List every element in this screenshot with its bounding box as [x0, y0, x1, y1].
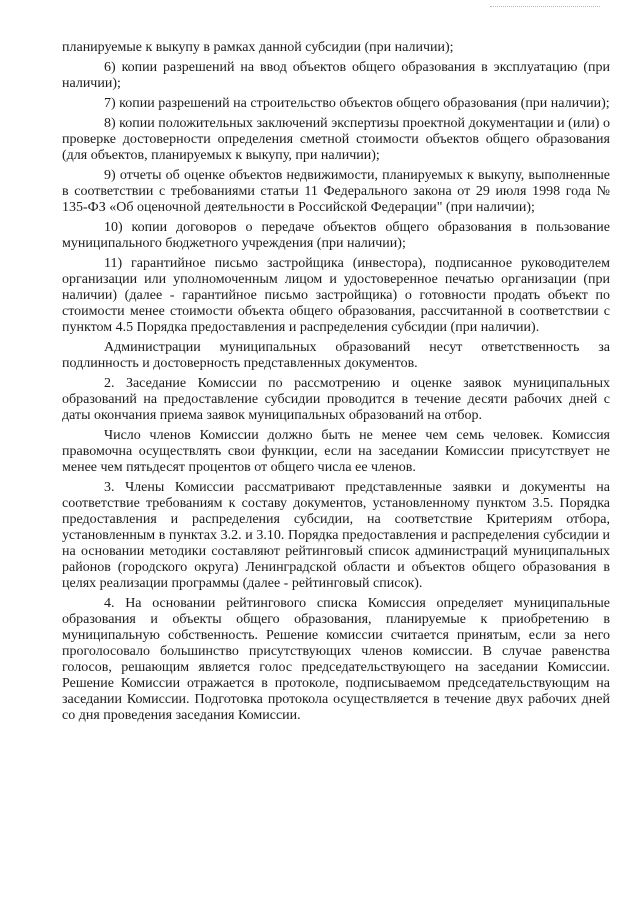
paragraph-item-10: 10) копии договоров о передаче объектов общего образования в пользование муниципального бюджетного учреждения (при наличии);	[62, 220, 610, 251]
paragraph-item-6: 6) копии разрешений на ввод объектов общего образования в эксплуатацию (при наличии);	[62, 60, 610, 91]
paragraph-section-2: 2. Заседание Комиссии по рассмотрению и оценке заявок муниципальных образований на предоставление субсидии проводится в течение десяти рабочих дней с даты окончания приема заявок муниципальных образований на отбор.	[62, 376, 610, 423]
paragraph-item-9: 9) отчеты об оценке объектов недвижимости, планируемых к выкупу, выполненные в соответствии с требованиями статьи 11 Федерального закона от 29 июля 1998 года № 135-ФЗ «Об оценочной деятельности в Российской Федерации" (при наличии);	[62, 168, 610, 215]
paragraph-item-11: 11) гарантийное письмо застройщика (инвестора), подписанное руководителем организации или уполномоченным лицом и удостоверенное печатью организации (при наличии) (далее - гарантийное письмо застройщика) о готовности продать объект по стоимости менее стоимости объекта общего образования, рассчитанной в соответствии с пунктом 4.5 Порядка предоставления и распределения субсидии (при наличии).	[62, 256, 610, 335]
paragraph-section-3: 3. Члены Комиссии рассматривают представленные заявки и документы на соответствие требованиям к составу документов, установленному пунктом 3.5. Порядка предоставления и распределения субсидии, на соответствие Критериям отбора, установленным в пунктах 3.2. и 3.10. Порядка предоставления и распределения субсидии и на основании методики составляют рейтинговый список администраций муниципальных районов (городского округа) Ленинградской области и объектов общего образования в целях реализации программы (далее - рейтинговый список).	[62, 480, 610, 591]
scan-marks	[490, 6, 600, 9]
paragraph-continuation: планируемые к выкупу в рамках данной субсидии (при наличии);	[62, 40, 454, 55]
paragraph-quorum: Число членов Комиссии должно быть не менее чем семь человек. Комиссия правомочна осуществлять свои функции, если на заседании Комиссии присутствует не менее чем пятьдесят процентов от общего числа ее членов.	[62, 428, 610, 475]
paragraph-section-4: 4. На основании рейтингового списка Комиссия определяет муниципальные образования и объекты общего образования, планируемые к приобретению в муниципальную собственность. Решение комиссии считается принятым, если за него проголосовало большинство присутствующих членов комиссии. В случае равенства голосов, решающим является голос председательствующего на заседании Комиссии. Решение Комиссии отражается в протоколе, подписываемом председательствующим на заседании Комиссии. Подготовка протокола осуществляется в течение двух рабочих дней со дня проведения заседания Комиссии.	[62, 596, 610, 723]
paragraph-responsibility: Администрации муниципальных образований несут ответственность за подлинность и достоверность представленных документов.	[62, 340, 610, 371]
paragraph-item-7: 7) копии разрешений на строительство объектов общего образования (при наличии);	[104, 96, 610, 111]
paragraph-item-8: 8) копии положительных заключений экспертизы проектной документации и (или) о проверке достоверности определения сметной стоимости объектов общего образования (для объектов, планируемых к выкупу, при наличии);	[62, 116, 610, 163]
